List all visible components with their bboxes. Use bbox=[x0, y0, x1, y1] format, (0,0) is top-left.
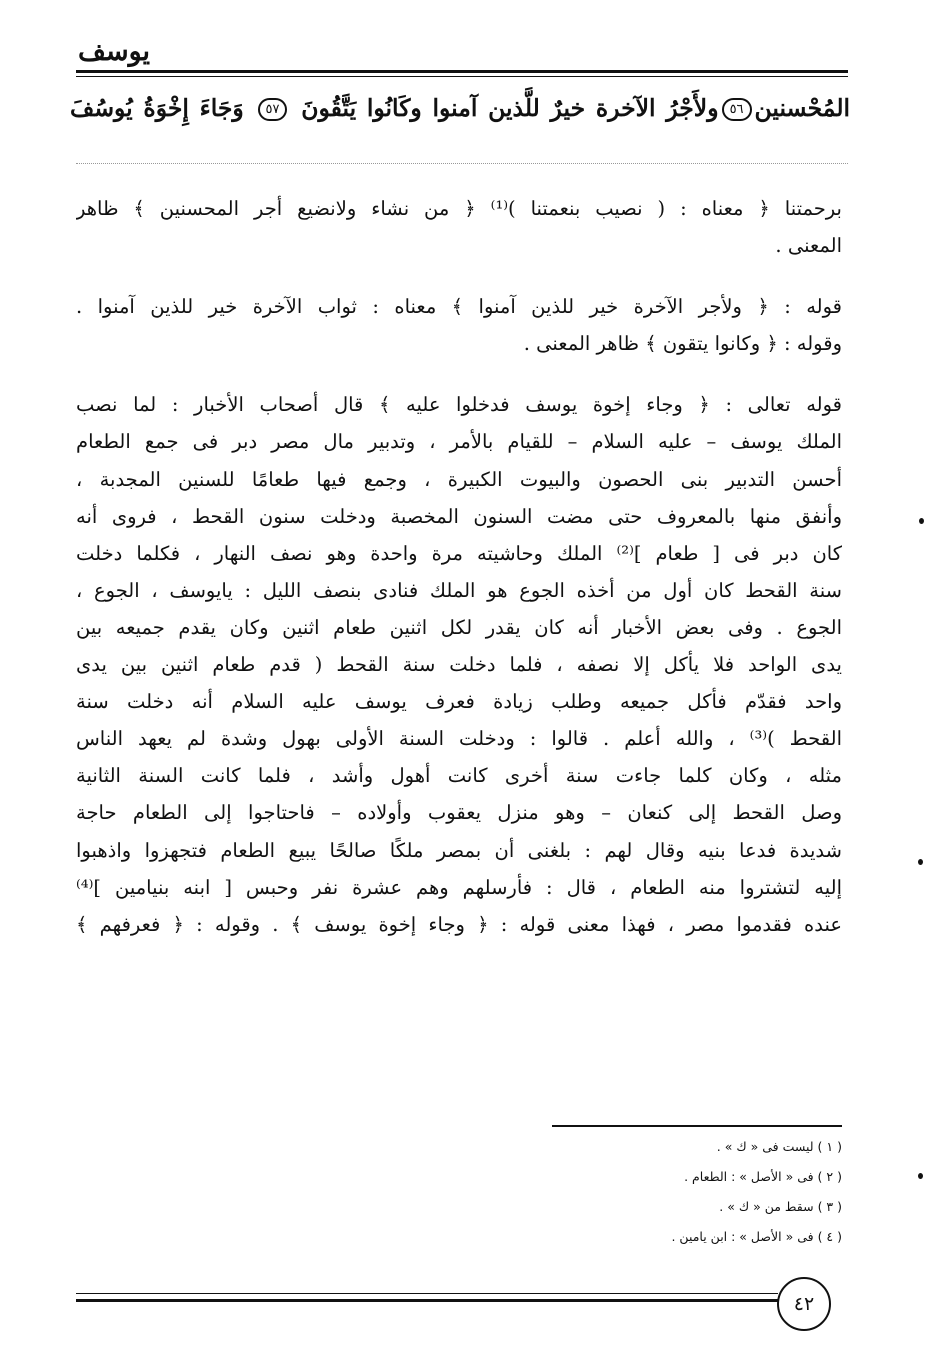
footnote-4: ( ٤ ) فى « الأصل » : ابن يامين . bbox=[671, 1229, 842, 1244]
footnote-1: ( ١ ) ليست فى « ك » . bbox=[716, 1139, 842, 1154]
footnote-2: ( ٢ ) فى « الأصل » : الطعام . bbox=[684, 1169, 842, 1184]
text-line: عنده فقدموا مصر ، فهذا معنى قوله : ﴿ وجاء إخوة يوسف ﴾ . وقوله : ﴿ فعرفهم ﴾ bbox=[76, 912, 842, 936]
running-header-surah: يوسف bbox=[78, 36, 151, 67]
text-line: يدى الواحد فلا يأكل إلا نصفه ، فلما دخلت سنة القحط ( قدم طعام اثنين بين يدى bbox=[76, 653, 842, 677]
footnotes bbox=[400, 1132, 842, 1252]
text-line: قوله : ﴿ ولأجر الآخرة خير للذين آمنوا ﴾ معناه : ثواب الآخرة خير للذين آمنوا . bbox=[76, 295, 842, 319]
commentary-body bbox=[76, 190, 842, 943]
text-line: مثله ، وكان كلما جاءت سنة أخرى كانت أهول وأشد ، فلما كانت السنة الثانية bbox=[76, 764, 842, 788]
text-line: شديدة فدعا بنيه وقال لهم : بلغنى أن بمصر ملكًا صالحًا يبيع الطعام فتجهزوا واذهبوا bbox=[76, 838, 842, 862]
text-line: كان دبر فى [ طعام ]⁽²⁾ الملك وحاشيته مرة واحدة وهو نصف النهار ، فكلما دخلت bbox=[76, 541, 842, 565]
footnote-3: ( ٣ ) سقط من « ك » . bbox=[719, 1199, 842, 1214]
verse-text-part1: المُحْسنين bbox=[754, 94, 851, 122]
quran-verse-line bbox=[70, 94, 850, 122]
verse-divider bbox=[76, 163, 848, 164]
text-line: وأنفق منها بالمعروف حتى مضت السنون المخصبة ودخلت سنون القحط ، فروى أنه bbox=[76, 504, 842, 528]
header-rule-thick bbox=[76, 70, 848, 73]
text-line: وصل القحط إلى كنعان – وهو منزل يعقوب وأولاده – فاحتاجوا إلى الطعام حاجة bbox=[76, 801, 842, 825]
verse-text-part2: ولأَجْرُ الآخرة خيرٌ للَّذين آمنوا وكَانُوا يَتَّقُونَ bbox=[301, 94, 719, 122]
scan-margin-mark bbox=[918, 1173, 923, 1179]
text-line: واحد فقدّم فأكل جميعه وطلب زيادة فعرف يوسف عليه السلام أنه دخلت سنة bbox=[76, 690, 842, 714]
text-line: المعنى . bbox=[775, 234, 842, 258]
text-line: الجوع . وفى بعض الأخبار أنه كان يقدر لكل اثنين طعام اثنين وكان يقدم جميعه بين bbox=[76, 615, 842, 639]
footnote-separator bbox=[552, 1125, 842, 1127]
text-line: الملك يوسف – عليه السلام – للقيام بالأمر ، وتدبير مال مصر دبر فى جمع الطعام bbox=[76, 430, 842, 454]
footer-rule-thick bbox=[76, 1299, 778, 1302]
footer-rule-thin bbox=[76, 1293, 778, 1294]
ayah-number-marker: ٥٧ bbox=[258, 98, 288, 121]
text-line: إليه لتشتروا منه الطعام ، قال : فأرسلهم وهم عشرة نفر وحبس [ ابنه بنيامين ]⁽⁴⁾ bbox=[76, 875, 842, 899]
text-line: وقوله : ﴿ وكانوا يتقون ﴾ ظاهر المعنى . bbox=[523, 332, 842, 356]
ayah-number-marker: ٥٦ bbox=[722, 98, 752, 121]
scan-margin-mark bbox=[918, 859, 923, 865]
header-rule-thin bbox=[76, 76, 848, 77]
text-line: سنة القحط كان أول من أخذه الجوع هو الملك فنادى بنصف الليل : يايوسف ، الجوع ، bbox=[76, 578, 842, 602]
text-line: برحمتنا ﴿ معناه : ( نصيب بنعمتنا )⁽¹⁾ ﴿ من نشاء ولانضيع أجر المحسنين ﴾ ظاهر bbox=[76, 197, 842, 220]
text-line: قوله تعالى : ﴿ وجاء إخوة يوسف فدخلوا عليه ﴾ قال أصحاب الأخبار : لما نصب bbox=[76, 393, 842, 417]
text-line: أحسن التدبير بنى الحصون والبيوت الكبيرة ، وجمع فيها طعامًا للسنين المجدبة ، bbox=[76, 467, 842, 491]
text-line: القحط )⁽³⁾ ، والله أعلم . قالوا : ودخلت السنة الأولى بهول وشدة لم يعهد الناس bbox=[76, 727, 842, 751]
page-number: ٤٢ bbox=[777, 1277, 831, 1331]
scan-margin-mark bbox=[919, 518, 924, 524]
verse-text-part3: وَجَاءَ إِخْوَةُ يُوسُفَ bbox=[70, 94, 244, 122]
